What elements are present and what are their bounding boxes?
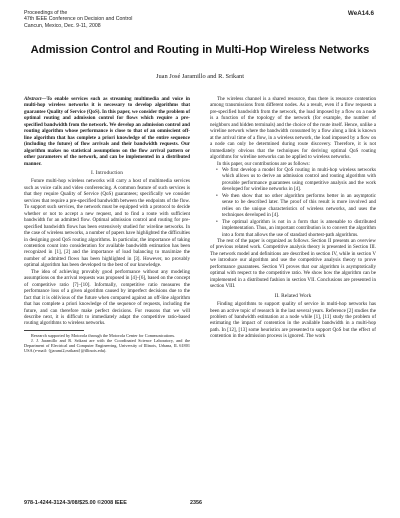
list-item: • The optimal algorithm is not in a form that is amenable to distributed implementation. Thus, an important contribution is to convert the algorithm into a form that allows the use of standard shortest-path algorithms.	[216, 218, 376, 238]
right-column	[210, 96, 376, 340]
section-heading-related-work: II. Related Work	[274, 292, 312, 299]
proceedings-line: Cancun, Mexico, Dec. 9-11, 2008	[24, 22, 101, 29]
related-work-paragraph: Finding algorithms to support quality of service in multi-hop networks has been an active topic of research in the last several years. Reference [2] studies the problem of bandwidth estimation at a node while [1], [11] study the problem of estimating the impact of contention in the available bandwidth in a multi-hop path. In [12], [13] some heuristics are presented to support QoS but the effect of contention in the admission process is ignored. The work	[210, 301, 376, 340]
body-paragraph: In this paper, our contributions are as follows:	[217, 160, 310, 167]
page-number: 2356	[190, 500, 202, 506]
isbn-footer: 978-1-4244-3124-3/08/$25.00 ©2008 IEEE	[24, 500, 127, 506]
session-code: WeA14.6	[347, 10, 374, 17]
body-paragraph: The wireless channel is a shared resource, thus there is resource contention among transmissions from different nodes. As a result, even if a flow requests a pre-specified bandwidth from the network, the load imposed by a flow on a node is a function of the topology of the network (for example, the number of neighbors and hidden terminals) and the choice of the route itself. Hence, unlike a wireline network where the bandwidth consumed by a flow along a link is known at the arrival time of a flow, in a wireless network, the load imposed by a flow on a node can only be determined during route discovery. Therefore, it is not immediately obvious that the techniques for deriving optimal QoS routing algorithms for wireline networks can be applied to wireless networks.	[210, 96, 376, 161]
left-column	[24, 96, 190, 354]
list-item: • We first develop a model for QoS routing in multi-hop wireless networks which allows us to derive an admission control and routing algorithm with provable performance guarantees using competitive analysis and the work developed for wireline networks in [4].	[216, 166, 376, 193]
proceedings-line: Proceedings of the	[24, 10, 68, 16]
paper-title: Admission Control and Routing in Multi-Hop Wireless Networks	[30, 44, 370, 56]
list-item: • We then show that no other algorithm performs better in an asymptotic sense to be described later. The proof of this result is more involved and relies on the unique characteristics of wireless networks, and uses the techniques developed in [4].	[216, 192, 376, 219]
bullet-icon: •	[216, 218, 218, 225]
abstract	[24, 96, 190, 167]
contributions-list	[216, 167, 376, 238]
proceedings-line: 47th IEEE Conference on Decision and Control	[24, 16, 133, 23]
intro-paragraph: Future multi-hop wireless networks will carry a host of multimedia services such as voice calls and video conferencing. A common feature of such services is that they require Quality of Service (QoS) guarantees; specifically we consider services that require a pre-specified bandwidth between the endpoints of the flow. To support such services, the network must be equipped with a protocol to decide whether or not to accept a new request, and to find a route with sufficient bandwidth for an admitted flow. Optimal admission control and routing for pre-specified bandwidth flows has been extensively studied for wireline networks. In the case of wireless networks, a number of papers have highlighted the difficulties in designing good QoS routing algorithms. In particular, the importance of taking contention count into consideration for available bandwidth estimation has been recognized in [1], [2] and the importance of load balancing to maximize the number of admitted flows has been highlighted in [3]. However, no provably optimal algorithm has been developed to the best of our knowledge.	[24, 178, 190, 269]
footnote: Research supported by Motorola through the Motorola Center for Communications.	[31, 332, 176, 338]
footnote: J. J. Jaramillo and R. Srikant are with the Coordinated Science Laboratory, and the Department of Electrical and Computer Engineering, University of Illinois, Urbana, IL 61801 USA (e-mail: {jjarami2,rsrikant}@illinois.edu).	[24, 338, 190, 354]
body-paragraph: The rest of the paper is organized as follows. Section II presents an overview of previous related work. Competitive analysis theory is presented in Section III. The network model and definitions are described in section IV, while in section V we introduce our algorithm and use the competitive analysis theory to prove performance guarantees. Section VI proves that our algorithm is asymptotically optimal with respect to the competitive ratio. We show how the algorithm can be implemented in a distributed fashion in section VII. Conclusions are presented in section VIII.	[210, 237, 376, 290]
paper-authors: Juan José Jaramillo and R. Srikant	[155, 73, 245, 80]
bullet-icon: •	[216, 166, 218, 173]
abstract-lead: Abstract	[24, 96, 42, 102]
proceedings-header	[24, 10, 132, 29]
section-heading-introduction: I. Introduction	[90, 169, 124, 176]
bullet-icon: •	[216, 192, 218, 199]
abstract-text: —To enable services such as streaming multimedia and voice in multi-hop wireless networks it is necessary to develop algorithms that guarantee Quality of Service (QoS). In this paper, we consider the problem of optimal routing and admission control for flows which require a pre-specified bandwidth from the network. We develop an admission control and routing algorithm whose performance is close to that of an omniscient off-line algorithm that has complete a priori knowledge of the entire sequence (including the future) of flow arrivals and their bandwidth requests. Our algorithm makes no statistical assumptions on the flow arrival pattern or other parameters of the network, and can be implemented in a distributed manner.	[24, 96, 190, 167]
footnote-divider	[24, 330, 84, 331]
intro-paragraph: The idea of achieving provably good performance without any modeling assumptions on the arrival requests was proposed in [4]–[6], based on the concept of competitive ratio [7]–[10]. Informally, competitive ratio measures the performance loss of a given algorithm caused by imperfect decisions due to the fact that it is oblivious of the future when compared against an off-line algorithm that has complete a priori knowledge of the sequence of requests, including the future, and can therefore make perfect decisions. For reasons that we will describe next, it is difficult to immediately adapt the competitive ratio-based routing algorithms to wireless networks.	[24, 268, 190, 327]
